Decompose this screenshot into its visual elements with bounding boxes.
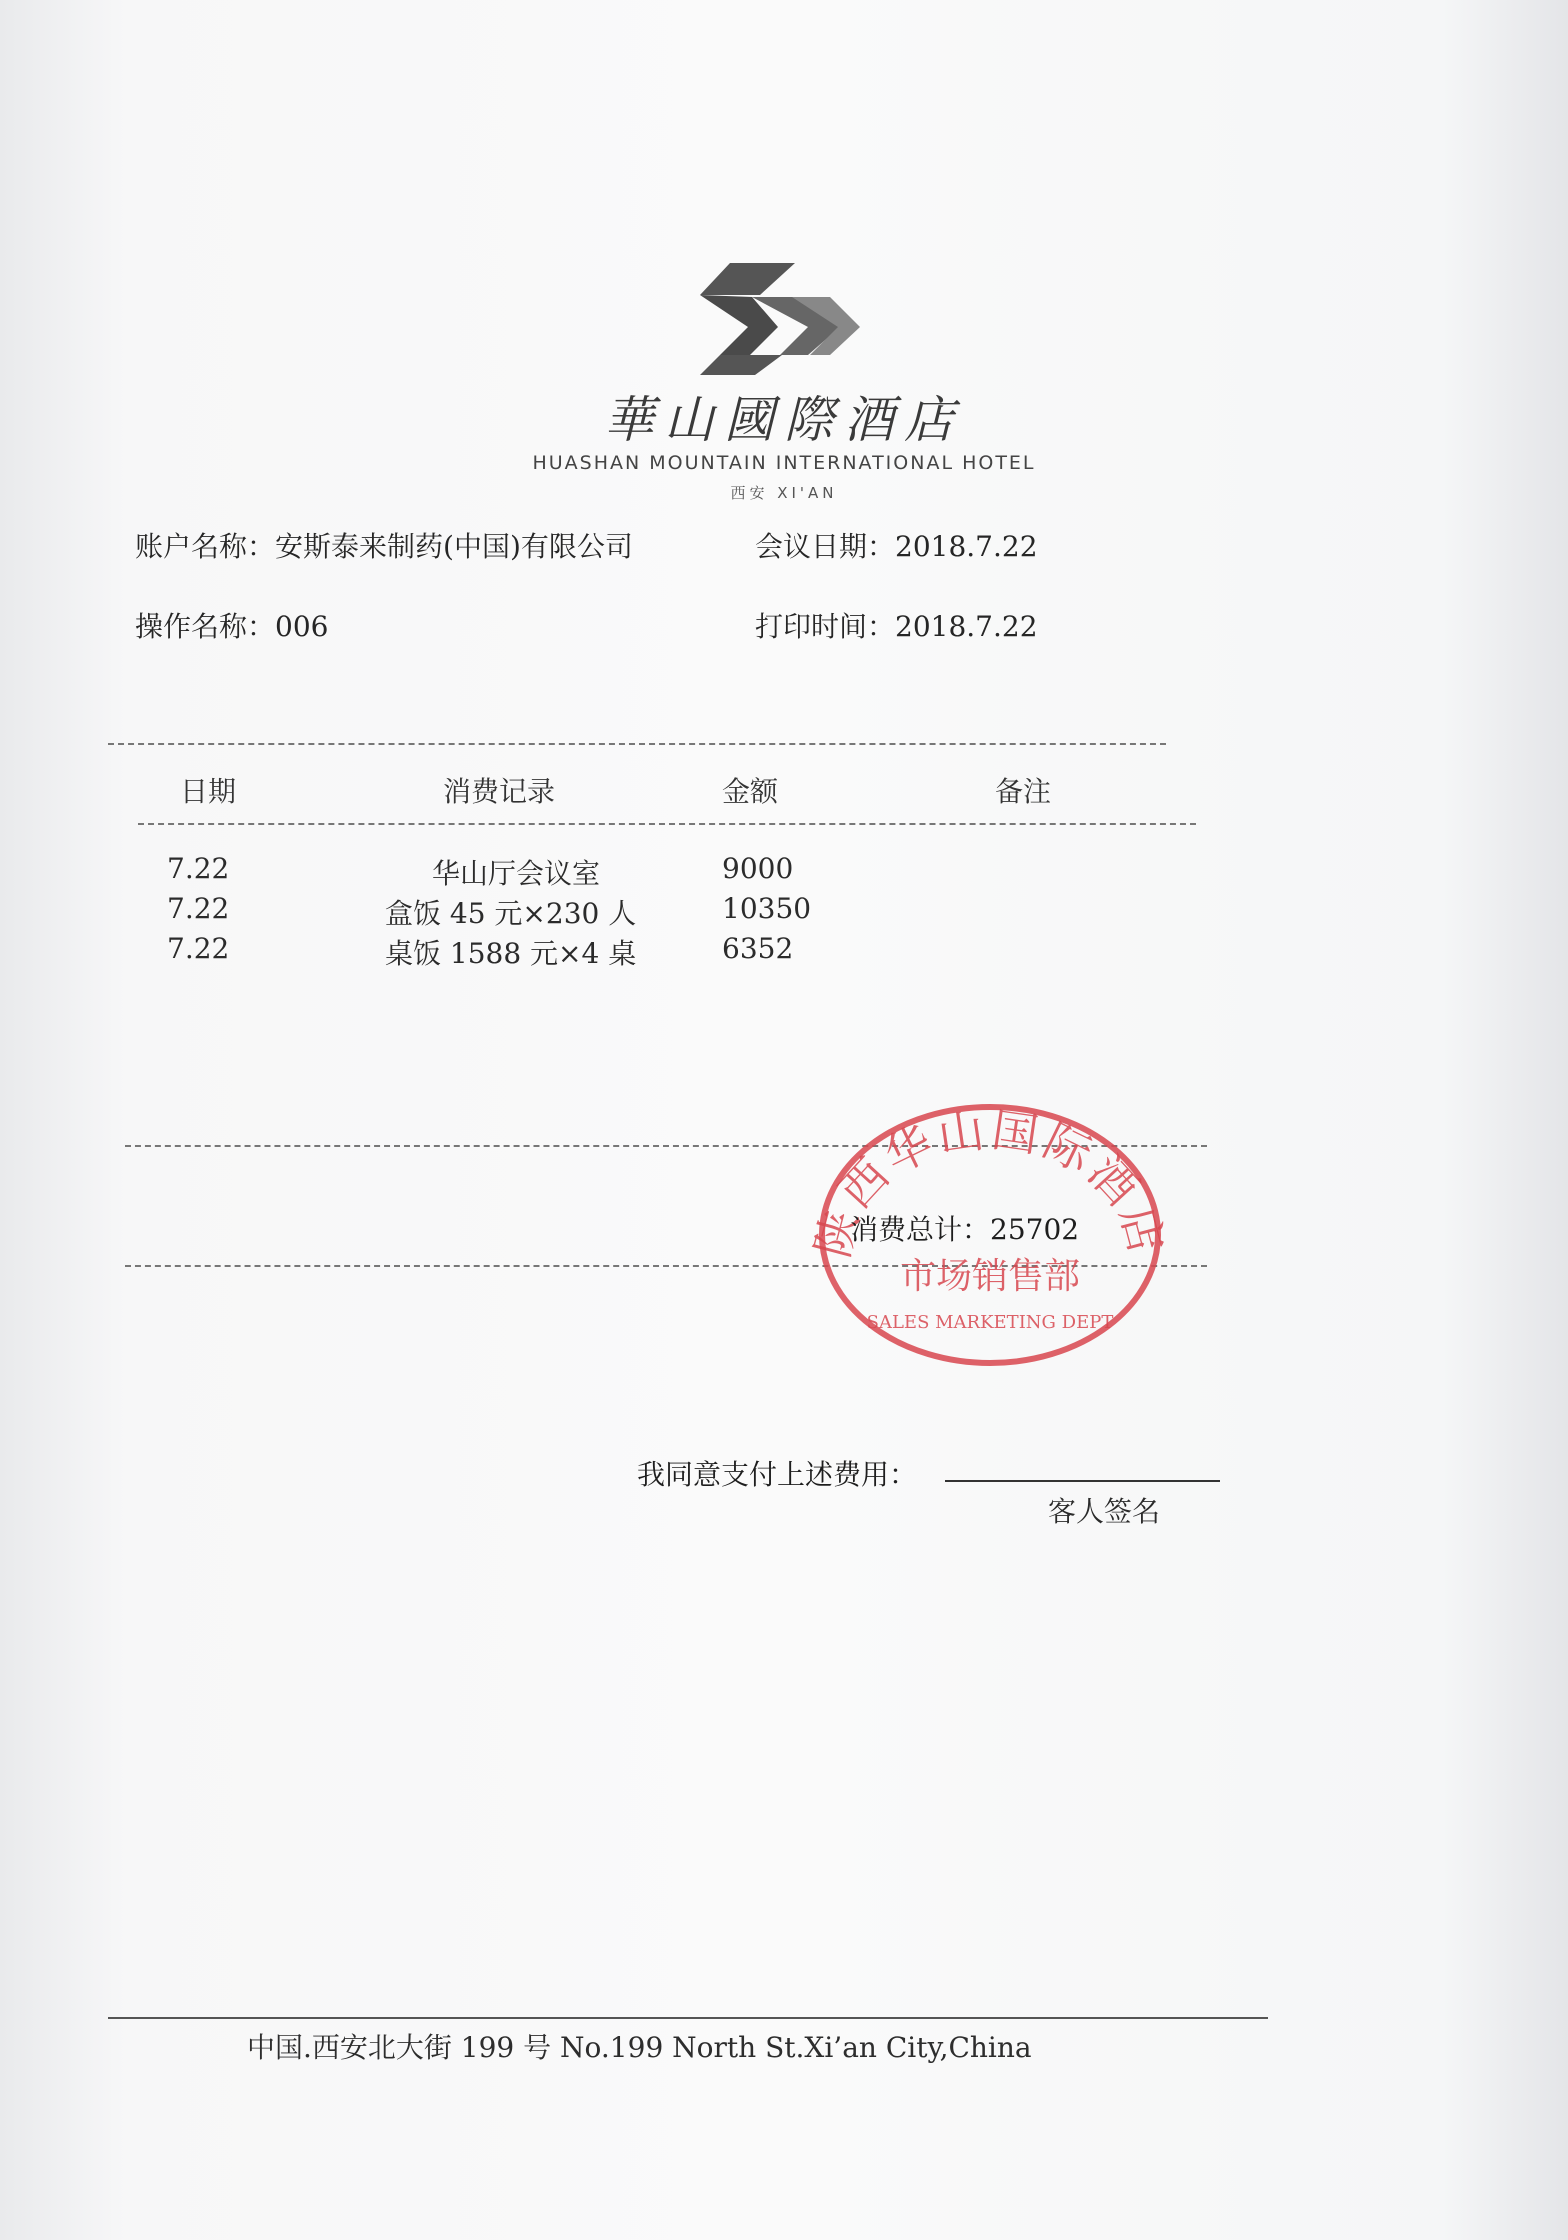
agree-text: 我同意支付上述费用： [637,1458,918,1491]
row-item: 桌饭 1588 元×4 桌 [385,937,637,970]
meeting-date-label: 会议日期： [755,530,896,563]
operation-name [135,605,328,645]
account-name [135,525,633,565]
row-item: 华山厅会议室 [432,857,601,890]
operation-label: 操作名称： [135,610,276,643]
seal-line3: SALES MARKETING DEPT [866,1312,1114,1333]
header-amount: 金额 [722,775,779,808]
hotel-city: 西安 XI'AN [730,484,838,502]
hotel-name-cn: 華山國際酒店 [604,391,964,449]
meeting-date-value: 2018.7.22 [895,530,1038,563]
print-time-value: 2018.7.22 [895,610,1038,643]
row-amount: 9000 [722,852,794,885]
footer-divider [108,2017,1268,2019]
row-date: 7.22 [167,932,230,965]
table-header-divider [138,823,1196,825]
total-value: 25702 [990,1213,1080,1246]
seal-line1: 陕西华山国际酒店 [805,1102,1175,1263]
operation-value: 006 [275,610,329,643]
signature-caption: 客人签名 [1048,1495,1161,1528]
table-top-divider [108,743,1166,745]
seal-line2: 市场销售部 [899,1256,1081,1297]
row-amount: 6352 [722,932,794,965]
signature-line [945,1480,1220,1482]
row-date: 7.22 [167,852,230,885]
total-label: 消费总计： [850,1213,991,1246]
header-record: 消费记录 [443,775,556,808]
hotel-name-en: HUASHAN MOUNTAIN INTERNATIONAL HOTEL [532,452,1036,474]
account-value: 安斯泰来制药(中国)有限公司 [275,530,633,563]
row-amount: 10350 [722,892,812,925]
account-label: 账户名称： [135,530,276,563]
header-date: 日期 [180,775,237,808]
meeting-date [755,525,1038,565]
row-item: 盒饭 45 元×230 人 [385,897,637,930]
header-note: 备注 [995,775,1052,808]
print-time [755,605,1038,645]
total-amount [850,1208,1079,1248]
row-date: 7.22 [167,892,230,925]
hotel-logo [700,255,860,375]
print-time-label: 打印时间： [755,610,896,643]
footer-address: 中国.西安北大街 199 号 No.199 North St.Xi’an City,China [247,2031,1032,2064]
